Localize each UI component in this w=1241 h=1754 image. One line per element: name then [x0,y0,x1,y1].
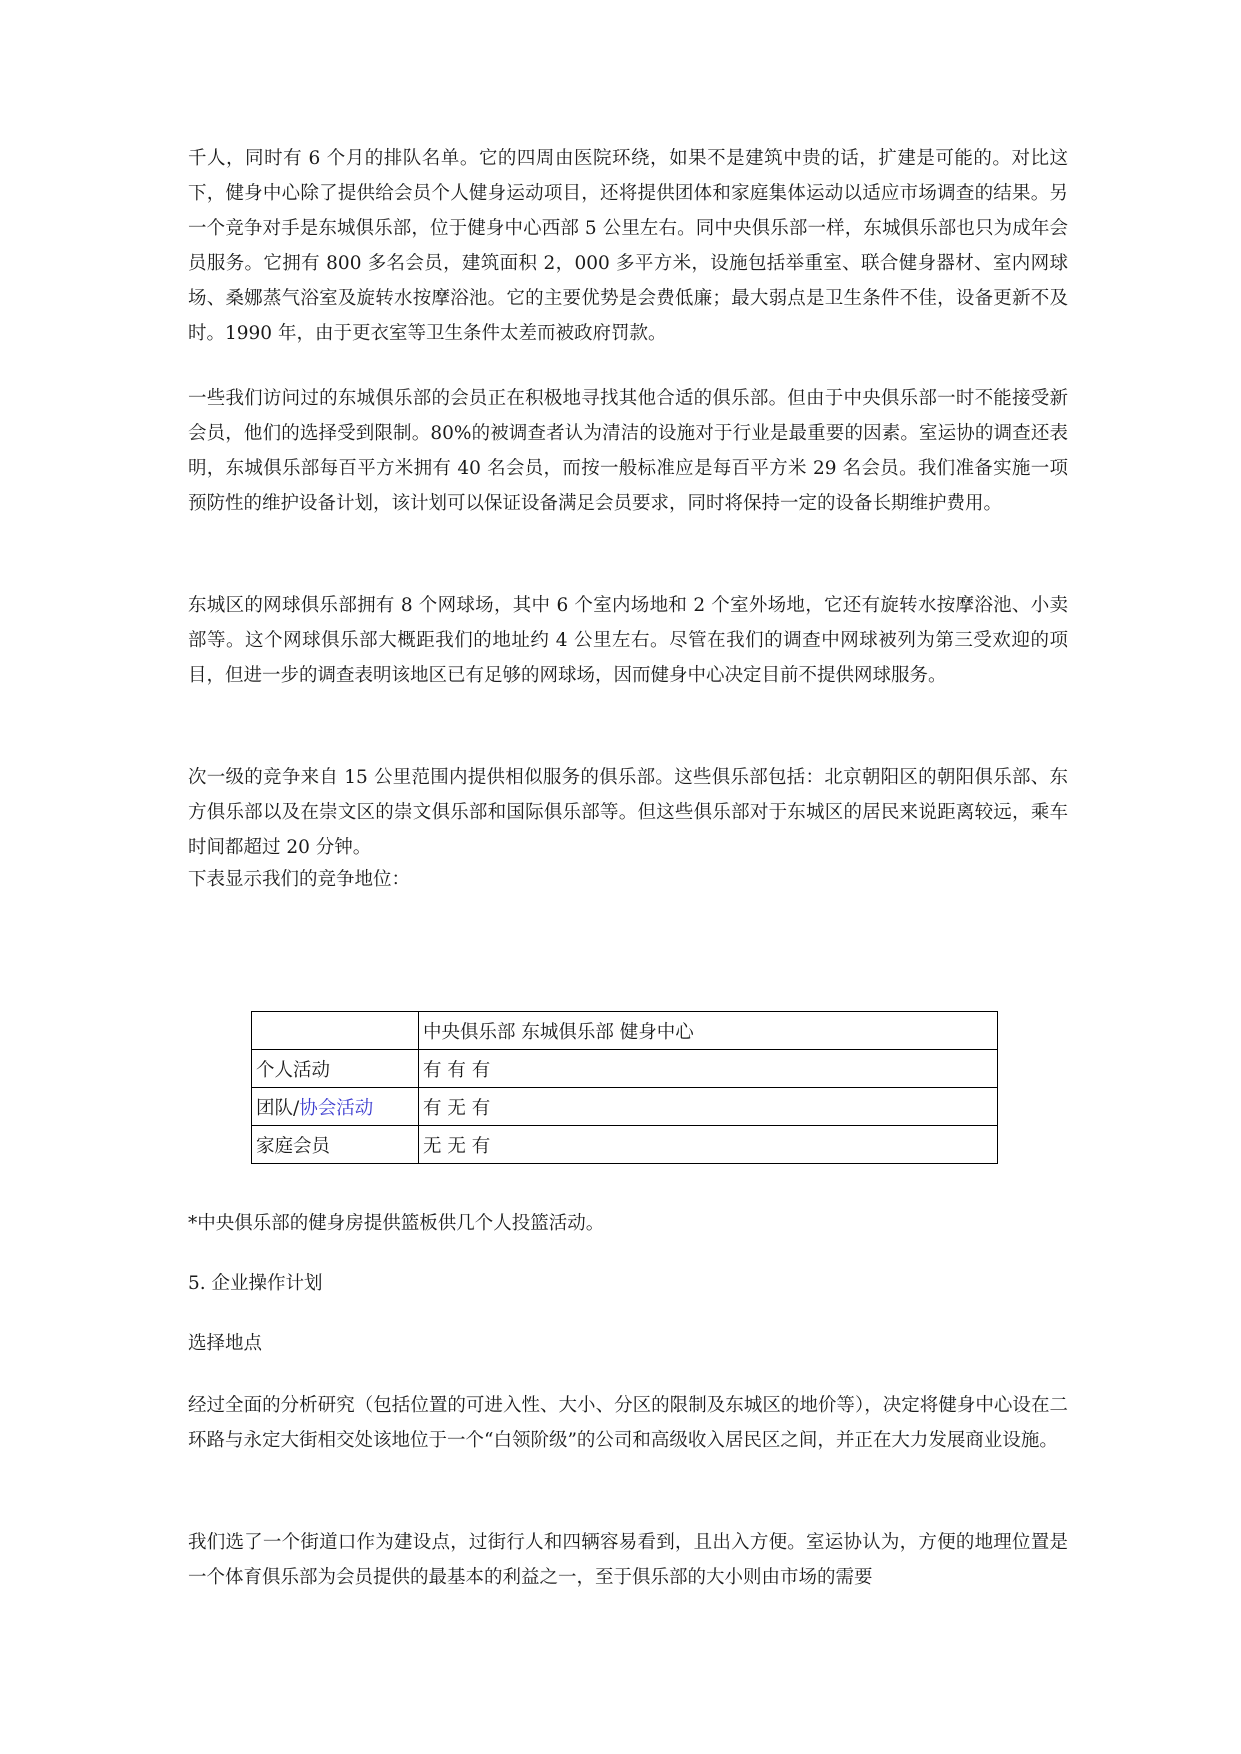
table-row-label: 个人活动 [252,1050,419,1088]
section-title: 5. 企业操作计划 [188,1273,323,1294]
table-row-values: 有 无 有 [419,1088,998,1126]
table-row [252,1088,998,1126]
table-row-label [252,1088,419,1126]
paragraph-location: 经过全面的分析研究（包括位置的可进入性、大小、分区的限制及东城区的地价等），决定将健身中心设在二环路与永定大街相交处该地位于一个“白领阶级”的公司和高级收入居民区之间，并正在大力发展商业设施。 [188,1395,1068,1451]
paragraph-secondary-competition: 次一级的竞争来自 15 公里范围内提供相似服务的俱乐部。这些俱乐部包括：北京朝阳区的朝阳俱乐部、东方俱乐部以及在崇文区的崇文俱乐部和国际俱乐部等。但这些俱乐部对于东城区的居民来说距离较远，乘车时间都超过 20 分钟。 [188,767,1068,858]
paragraph-street-corner: 我们选了一个街道口作为建设点，过街行人和四辆容易看到，且出入方便。室运协认为，方便的地理位置是一个体育俱乐部为会员提供的最基本的利益之一，至于俱乐部的大小则由市场的需要 [188,1532,1068,1588]
table-row-values: 无 无 有 [419,1126,998,1164]
table-row [252,1126,998,1164]
table-corner-cell [252,1012,419,1050]
competition-table [251,1011,998,1164]
table-row-values: 有 有 有 [419,1050,998,1088]
paragraph-members-search: 一些我们访问过的东城俱乐部的会员正在积极地寻找其他合适的俱乐部。但由于中央俱乐部一时不能接受新会员，他们的选择受到限制。80%的被调查者认为清洁的设施对于行业是最重要的因素。室运协的调查还表明，东城俱乐部每百平方米拥有 40 名会员，而按一般标准应是每百平方米 29 名会员。我们准备实施一项预防性的维护设备计划，该计划可以保证设备满足会员要求，同时将保持一定的设备长期维护费用。 [188,388,1068,514]
row-label-plain: 团队/ [256,1097,300,1119]
table-header-cell: 中央俱乐部 东城俱乐部 健身中心 [419,1012,998,1050]
table-row [252,1050,998,1088]
table-header-row [252,1012,998,1050]
paragraph-tennis-club: 东城区的网球俱乐部拥有 8 个网球场，其中 6 个室内场地和 2 个室外场地，它还有旋转水按摩浴池、小卖部等。这个网球俱乐部大概距我们的地址约 4 公里左右。尽管在我们的调查中网球被列为第三受欢迎的项目，但进一步的调查表明该地区已有足够的网球场，因而健身中心决定目前不提供网球服务。 [188,595,1068,686]
table-row-label: 家庭会员 [252,1126,419,1164]
table-intro: 下表显示我们的竞争地位： [188,869,411,890]
subsection-title: 选择地点 [188,1333,263,1354]
table-note: *中央俱乐部的健身房提供篮板供几个人投篮活动。 [188,1213,605,1234]
paragraph-competitors: 千人，同时有 6 个月的排队名单。它的四周由医院环绕，如果不是建筑中贵的话，扩建是可能的。对比这下，健身中心除了提供给会员个人健身运动项目，还将提供团体和家庭集体运动以适应市场调查的结果。另一个竞争对手是东城俱乐部，位于健身中心西部 5 公里左右。同中央俱乐部一样，东城俱乐部也只为成年会员服务。它拥有 800 多名会员，建筑面积 2，000 多平方米，设施包括举重室、联合健身器材、室内网球场、桑娜蒸气浴室及旋转水按摩浴池。它的主要优势是会费低廉；最大弱点是卫生条件不佳，设备更新不及时。1990 年，由于更衣室等卫生条件太差而被政府罚款。 [188,148,1068,344]
row-label-link[interactable]: 协会活动 [299,1097,374,1119]
